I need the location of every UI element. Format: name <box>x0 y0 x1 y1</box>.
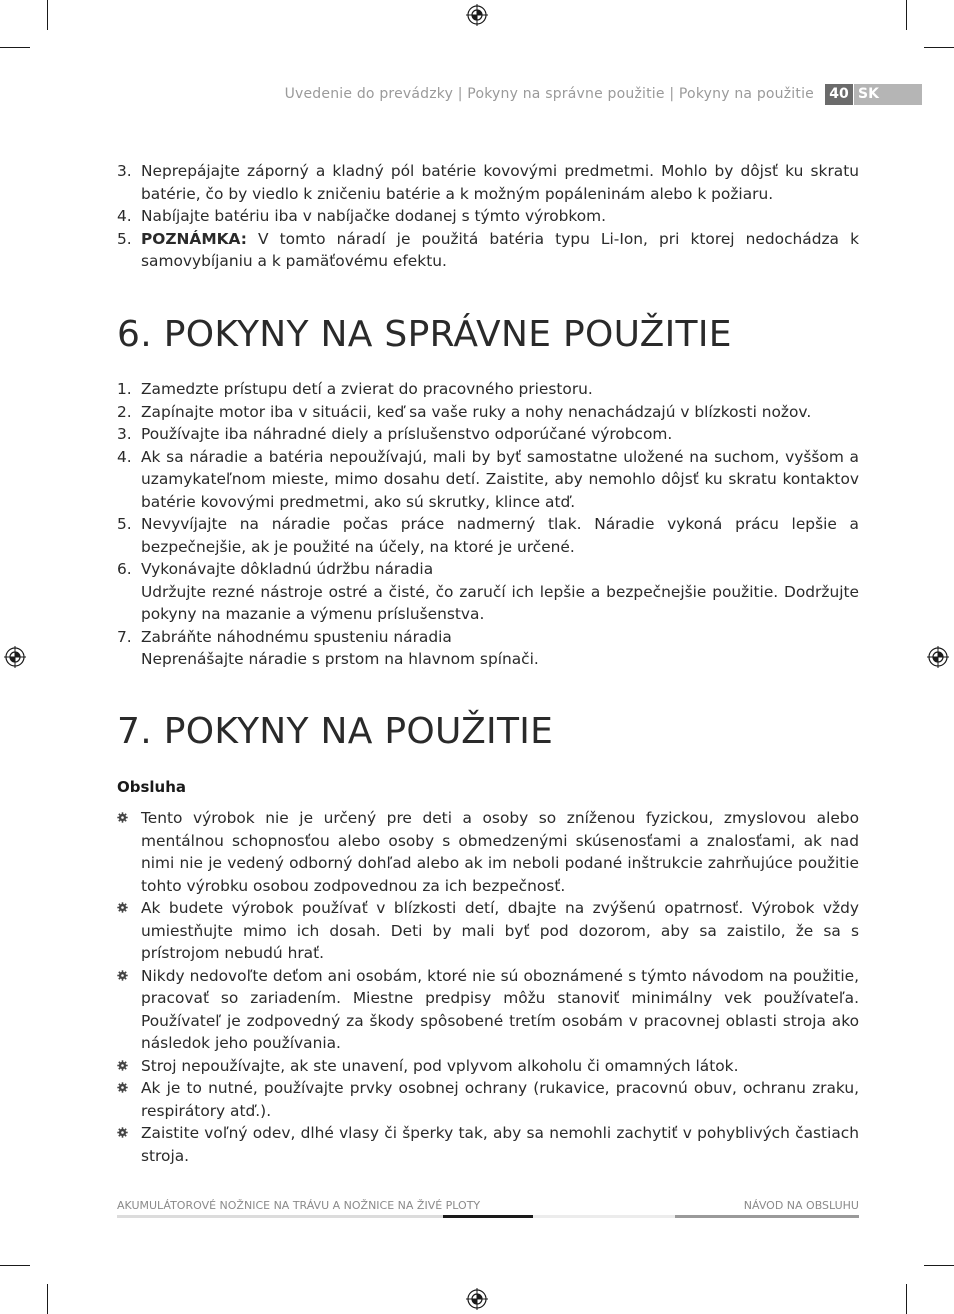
bullet-item <box>117 1055 859 1078</box>
list-item <box>117 378 859 401</box>
bullet-item <box>117 1122 859 1167</box>
list-text: Zabráňte náhodnému spusteniu náradia <box>141 627 452 646</box>
list-item <box>117 401 859 424</box>
language-badge: SK <box>854 84 922 105</box>
footer-bar-segment <box>675 1215 859 1218</box>
list-number: 3. <box>117 162 132 180</box>
list-item <box>117 626 859 671</box>
list-number: 4. <box>117 207 132 225</box>
list-number: 6. <box>117 560 132 578</box>
note-body: V tomto náradí je použitá batéria typu Li-Ion, pri ktorej nedochádza k samovybíjaniu a k pamäťovému efektu. <box>141 229 859 270</box>
bullet-text: Ak je to nutné, používajte prvky osobnej ochrany (rukavice, pracovnú obuv, ochranu zraku, respirátory atď.). <box>141 1079 859 1120</box>
gear-bullet-icon <box>117 1082 128 1093</box>
footer-product-name: AKUMULÁTOROVÉ NOŽNICE NA TRÁVU A NOŽNICE NA ŽIVÉ PLOTY <box>117 1199 481 1212</box>
list-number: 1. <box>117 380 132 398</box>
crop-mark-top-left-v <box>47 0 48 30</box>
crop-mark-bottom-right-h <box>924 1265 954 1266</box>
list-subtext: Neprenášajte náradie s prstom na hlavnom spínači. <box>141 650 539 668</box>
crop-mark-top-right-v <box>906 0 907 30</box>
footer-bar-segment <box>533 1215 675 1218</box>
list-text: Neprepájajte záporný a kladný pól batérie kovovými predmetmi. Mohlo by dôjsť ku skratu batérie, čo by viedlo k zničeniu batérie a k možným popáleninám alebo k požiaru. <box>141 162 859 203</box>
gear-bullet-icon <box>117 970 128 981</box>
list-item <box>117 160 859 205</box>
bullet-item <box>117 1077 859 1122</box>
list-number: 4. <box>117 447 132 466</box>
crop-mark-top-left-h <box>0 47 30 48</box>
footer-bar-segment <box>443 1215 533 1218</box>
bullet-text: Tento výrobok nie je určený pre deti a osoby so zníženou fyzickou, zmyslovou alebo mentálnou schopnosťou alebo osoby s obmedzenými skúsenosťami a znalosťami, ak nad nimi nie je vedený odborný dohľad alebo ak im neboli podané inštrukcie zahrňujúce použitie tohto výrobku osobou zodpovednou za ich bezpečnosť. <box>141 809 859 895</box>
list-item <box>117 446 859 514</box>
list-number: 5. <box>117 229 132 248</box>
gear-bullet-icon <box>117 902 128 913</box>
registration-target-icon <box>466 1288 488 1310</box>
footer-doc-name: NÁVOD NA OBSLUHU <box>743 1199 859 1212</box>
registration-target-icon <box>466 4 488 26</box>
note-label: POZNÁMKA: <box>141 229 247 248</box>
list-text: Ak sa náradie a batéria nepoužívajú, mali by byť samostatne uložené na suchom, vyššom a uzamykateľnom mieste, mimo dosahu detí. Zaistite, aby nemohlo dôjsť ku skratu kontaktov batérie kovovými predmetmi, ako sú skrutky, klince atď. <box>141 447 859 511</box>
gear-bullet-icon <box>117 1060 128 1071</box>
crop-mark-bottom-left-h <box>0 1265 30 1266</box>
footer-bar-segment <box>117 1215 443 1218</box>
gear-bullet-icon <box>117 812 128 823</box>
list-number: 7. <box>117 627 132 646</box>
list-text: Nevyvíjajte na náradie počas práce nadmerný tlak. Náradie vykoná prácu lepšie a bezpečnejšie, ak je použité na účely, na ktoré je určené. <box>141 515 859 556</box>
list-text: Nabíjajte batériu iba v nabíjačke dodanej s týmto výrobkom. <box>141 207 607 225</box>
breadcrumb: Uvedenie do prevádzky | Pokyny na správne použitie | Pokyny na použitie <box>284 86 814 102</box>
bullet-item <box>117 965 859 1055</box>
bullet-text: Nikdy nedovoľte deťom ani osobám, ktoré nie sú oboznámené s týmto návodom na použitie, pracovať so zariadením. Miestne predpisy môžu stanoviť minimálny vek používateľa. Používateľ je zodpovedný za škody spôsobené tretím osobám v pracovnej oblasti stroja ako následok jeho používania. <box>141 966 859 1052</box>
gear-bullet-icon <box>117 1127 128 1138</box>
list-text: Vykonávajte dôkladnú údržbu náradia <box>141 560 434 578</box>
list-number: 5. <box>117 515 132 533</box>
bullet-item <box>117 807 859 897</box>
crop-mark-top-right-h <box>924 47 954 48</box>
list-text-block <box>141 626 859 671</box>
section-6-title: 6. POKYNY NA SPRÁVNE POUŽITIE <box>117 314 732 355</box>
registration-target-icon <box>4 646 26 668</box>
section-6-list <box>117 378 859 671</box>
list-item <box>117 513 859 558</box>
list-item <box>117 228 859 273</box>
list-text: Zapínajte motor iba v situácii, keď sa vaše ruky a nohy nenachádzajú v blízkosti nožov. <box>141 402 812 421</box>
subheading-obsluha: Obsluha <box>117 778 187 796</box>
list-number: 2. <box>117 402 132 421</box>
crop-mark-bottom-right-v <box>906 1284 907 1314</box>
list-text-block <box>141 558 859 626</box>
bullet-text: Ak budete výrobok používať v blízkosti detí, dbajte na zvýšenú opatrnosť. Výrobok vždy umiestňujte mimo ich dosah. Deti by mali byť pod dozorom, aby sa zaistilo, že sa s prístrojom nebudú hrať. <box>141 899 859 962</box>
intro-list <box>117 160 859 273</box>
section-7-title: 7. POKYNY NA POUŽITIE <box>117 711 554 752</box>
bullet-item <box>117 897 859 965</box>
list-item <box>117 558 859 626</box>
page-number: 40 <box>825 84 853 105</box>
registration-target-icon <box>927 646 949 668</box>
list-item <box>117 423 859 446</box>
note-text <box>141 228 859 273</box>
list-item <box>117 205 859 228</box>
bullet-text: Stroj nepoužívajte, ak ste unavení, pod vplyvom alkoholu či omamných látok. <box>141 1056 739 1075</box>
list-text: Zamedzte prístupu detí a zvierat do pracovného priestoru. <box>141 380 593 398</box>
list-text: Používajte iba náhradné diely a príslušenstvo odporúčané výrobcom. <box>141 425 673 443</box>
list-subtext: Udržujte rezné nástroje ostré a čisté, čo zaručí ich lepšie a bezpečnejšie použitie. Dodržujte pokyny na mazanie a výmenu príslušenstva. <box>141 582 859 623</box>
section-7-bullets <box>117 807 859 1167</box>
bullet-text: Zaistite voľný odev, dlhé vlasy či šperky tak, aby sa nemohli zachytiť v pohyblivých častiach stroja. <box>141 1124 859 1165</box>
list-number: 3. <box>117 425 132 443</box>
crop-mark-bottom-left-v <box>47 1284 48 1314</box>
